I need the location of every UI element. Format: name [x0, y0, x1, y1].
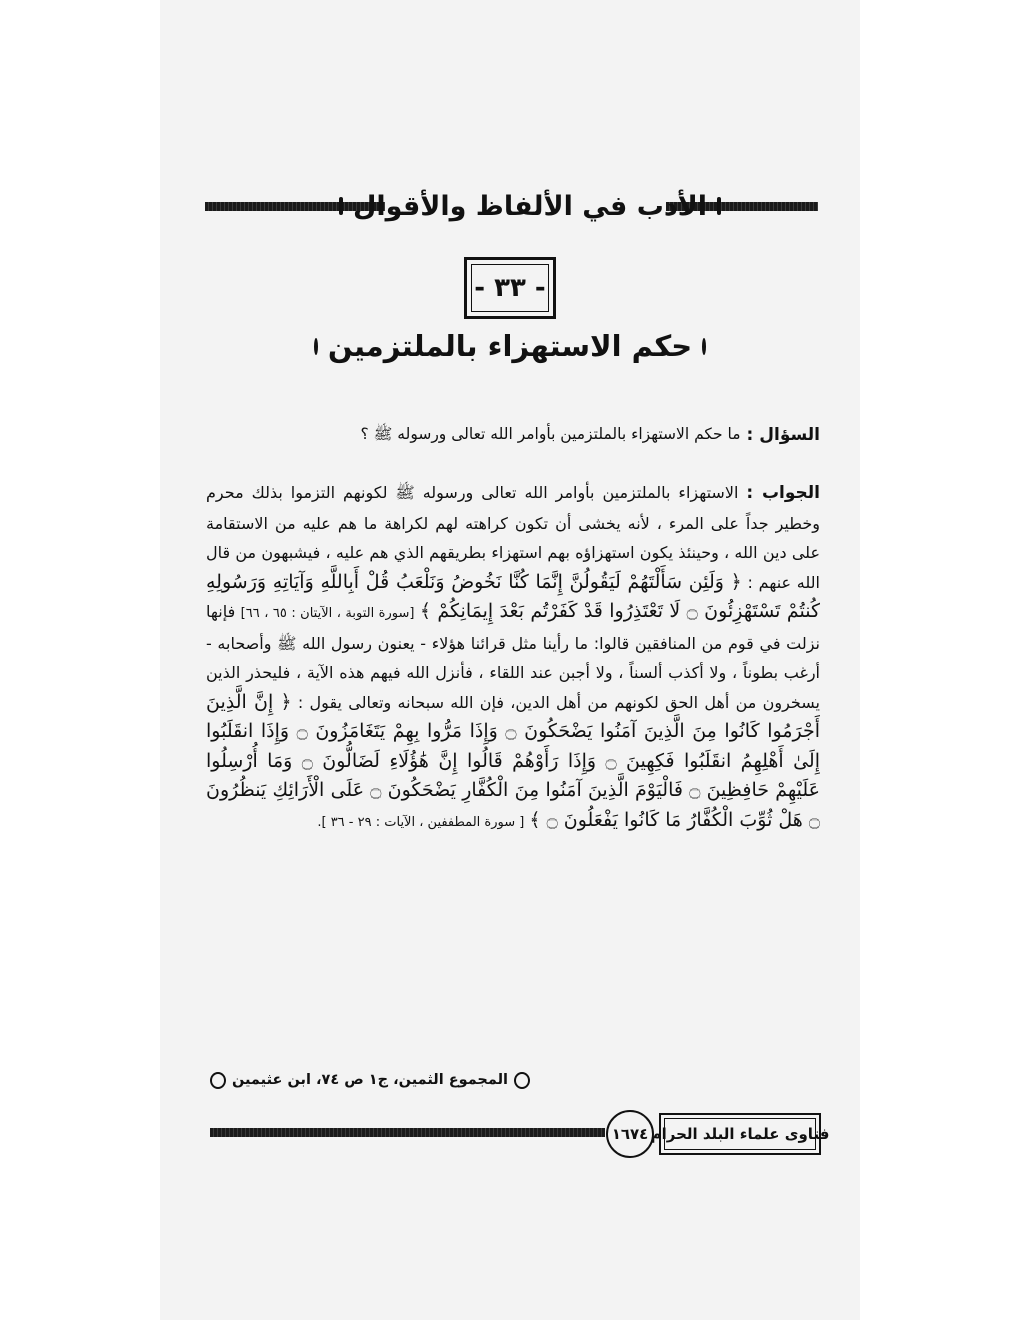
fatwa-number: - ٣٣ -	[471, 264, 549, 312]
quran-quote-1: ﴿ وَلَئِن سَأَلْتَهُمْ لَيَقُولُنَّ إِنَّمَا كُنَّا نَخُوضُ وَنَلْعَبُ قُلْ أَبِاللَّهِ وَآيَاتِهِ وَرَسُولِهِ كُنتُمْ تَسْتَهْزِئُونَ ۝ لَا تَعْتَذِرُوا قَدْ كَفَرْتُم بَعْدَ إِيمَانِكُمْ ﴾	[206, 570, 820, 622]
book-title-box	[650, 1113, 830, 1155]
answer-paragraph-1: الاستهزاء بالملتزمين بأوامر الله تعالى ورسوله ﷺ لكونهم التزموا بذلك محرم وخطير جداً على المرء ، لأنه يخشى أن تكون كراهته لهم لكراهة ما هم عليه من الاستقامة على دين الله ، وحينئذ يكون استهزاؤه بهم استهزاء بطريقهم الذي هم عليه ، فيشبهون من قال الله عنهم :	[206, 483, 820, 592]
circle-bullet-icon	[314, 338, 318, 355]
quote-1-reference: [سورة التوبة ، الآيتان : ٦٥ ، ٦٦]	[240, 606, 415, 621]
footer-rule	[210, 1128, 605, 1137]
question-label: السؤال :	[746, 425, 820, 445]
book-title: فتاوى علماء البلد الحرام	[664, 1118, 816, 1150]
fatwa-number-box	[464, 257, 556, 319]
circle-bullet-icon	[514, 1072, 530, 1089]
quran-quote-2: ﴿ إِنَّ الَّذِينَ أَجْرَمُوا كَانُوا مِنَ الَّذِينَ آمَنُوا يَضْحَكُونَ ۝ وَإِذَا مَرُّوا بِهِمْ يَتَغَامَزُونَ ۝ وَإِذَا انقَلَبُوا إِلَىٰ أَهْلِهِمُ انقَلَبُوا فَكِهِينَ ۝ وَإِذَا رَأَوْهُمْ قَالُوا إِنَّ هَٰؤُلَاءِ لَضَالُّونَ ۝ وَمَا أُرْسِلُوا عَلَيْهِمْ حَافِظِينَ ۝ فَالْيَوْمَ الَّذِينَ آمَنُوا مِنَ الْكُفَّارِ يَضْحَكُونَ ۝ عَلَى الْأَرَائِكِ يَنظُرُونَ ۝ هَلْ ثُوِّبَ الْكُفَّارُ مَا كَانُوا يَفْعَلُونَ ۝ ﴾	[206, 690, 820, 831]
answer-label: الجواب :	[746, 483, 820, 503]
fatwa-title	[327, 323, 693, 369]
source-text: المجموع الثمين، ج١ ص ٧٤، ابن عثيمين	[231, 1072, 509, 1088]
square-bullet-icon	[717, 197, 721, 215]
section-header	[352, 186, 708, 226]
circle-bullet-icon	[702, 338, 706, 355]
quote-2-reference: [ سورة المطففين ، الآيات : ٢٩ - ٣٦ ].	[317, 814, 525, 830]
fatwa-title-text: حكم الاستهزاء بالملتزمين	[327, 329, 693, 363]
question-text: ما حكم الاستهزاء بالملتزمين بأوامر الله تعالى ورسوله ﷺ ؟	[360, 424, 741, 443]
square-bullet-icon	[339, 197, 343, 215]
circle-bullet-icon	[210, 1072, 226, 1089]
answer-paragraph-2: فإنها نزلت في قوم من المنافقين قالوا: ما رأينا مثل قرائنا هؤلاء - يعنون رسول الله ﷺ وأصحابه - أرغب بطوناً ، ولا أكذب ألسناً ، ولا أجبن عند اللقاء ، فأنزل الله فيهم هذه الآية ، فليحذر الذين يسخرون من أهل الحق لكونهم من أهل الدين، فإن الله سبحانه وتعالى يقول :	[206, 602, 820, 712]
section-title: الأدب في الألفاظ والأقوال	[352, 190, 708, 222]
answer-block	[206, 478, 820, 1058]
question	[206, 418, 820, 452]
page-number: ١٦٧٤	[606, 1110, 654, 1158]
source-reference	[210, 1066, 530, 1094]
